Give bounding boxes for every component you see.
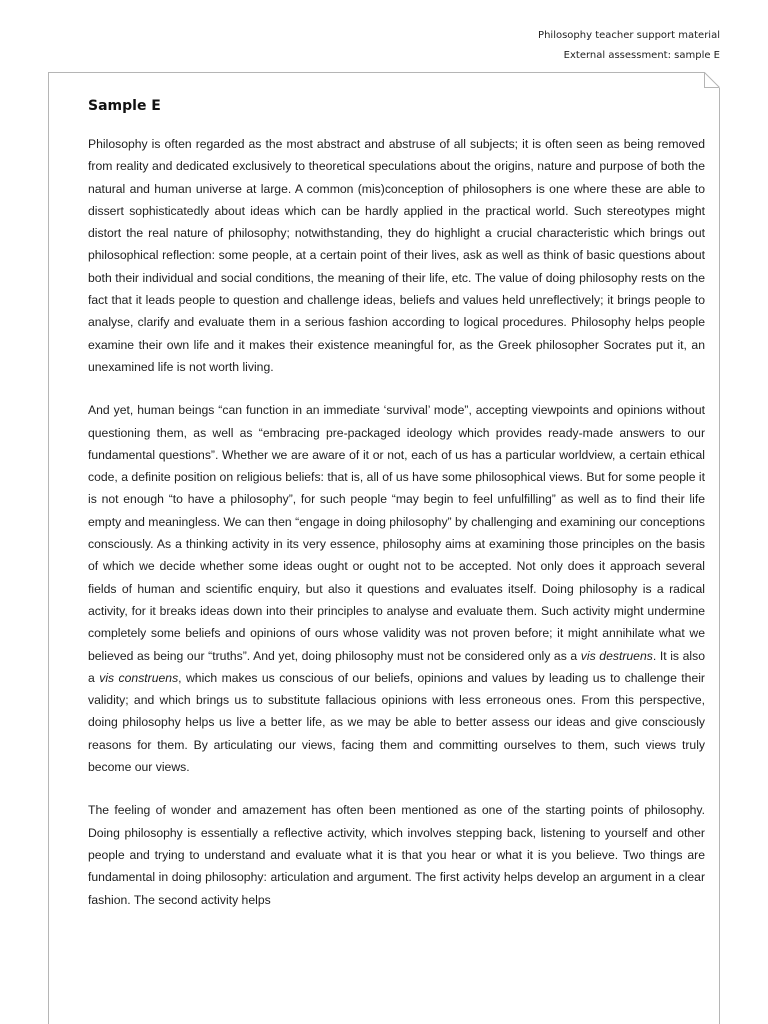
header-line-subject: Philosophy teacher support material [538, 30, 720, 41]
document-body [88, 96, 705, 932]
page-sheet [48, 72, 720, 1024]
body-paragraph-1: Philosophy is often regarded as the most abstract and abstruse of all subjects; it is often seen as being removed from reality and dedicated exclusively to theoretical speculations about the origins, nature and purpose of both the natural and human universe at large. A common (mis)conception of philosophers is one where these are able to dissert sophisticatedly about ideas which can be hardly applied in the practical world. Such stereotypes might distort the real nature of philosophy; notwithstanding, they do highlight a crucial characteristic which brings out philosophical reflection: some people, at a certain point of their lives, ask as well as think of basic questions about both their individual and social conditions, the meaning of their life, etc. The value of doing philosophy rests on the fact that it leads people to question and challenge ideas, beliefs and values held unreflectively; it brings people to analyse, clarify and evaluate them in a serious fashion according to logical procedures. Philosophy helps people examine their own life and it makes their existence meaningful for, as the Greek philosopher Socrates put it, an unexamined life is not worth living. [88, 137, 705, 374]
document-header [538, 26, 720, 66]
document-title: Sample E [88, 98, 161, 114]
body-paragraph-3: The feeling of wonder and amazement has often been mentioned as one of the starting points of philosophy. Doing philosophy is essentially a reflective activity, which involves stepping back, listening to yourself and other people and trying to understand and evaluate what it is that you hear or what it is you believe. Two things are fundamental in doing philosophy: articulation and argument. The first activity helps develop an argument in a clear fashion. The second activity helps [88, 803, 705, 907]
paragraph-2-text-b: . It is also a [88, 648, 705, 685]
italic-term-vis-construens: vis construens [99, 670, 179, 685]
header-line-assessment: External assessment: sample E [563, 50, 720, 61]
body-paragraph-2 [88, 399, 705, 778]
paragraph-2-text-a: And yet, human beings “can function in an immediate ‘survival’ mode”, accepting viewpoints and opinions without questioning them, as well as “embracing pre-packaged ideology which provides ready-made answers to our fundamental questions”. Whether we are aware of it or not, each of us has a particular worldview, a certain ethical code, a definite position on religious beliefs: that is, all of us have some philosophical views. But for some people it is not enough “to have a philosophy”, for such people “may begin to feel unfulfilling” as well as to find their life empty and meaningless. We can then “engage in doing philosophy” by challenging and examining our conceptions consciously. As a thinking activity in its very essence, philosophy aims at examining those principles on the basis of which we decide whether some ideas ought or ought not to be accepted. Not only does it approach several fields of human and scientific enquiry, but also it questions and evaluates itself. Doing philosophy is a radical activity, for it breaks ideas down into their principles to analyse and evaluate them. Such activity might undermine completely some beliefs and opinions of ours whose validity was not proven before; it might annihilate what we believed as being our “truths”. And yet, doing philosophy must not be considered only as a [88, 403, 705, 663]
page-fold-corner-icon [704, 72, 720, 88]
italic-term-vis-destruens: vis destruens [580, 648, 653, 663]
paragraph-2-text-c: , which makes us conscious of our beliefs, opinions and values by leading us to challenge their validity; and which brings us to substitute fallacious opinions with less erroneous ones. From this perspective, doing philosophy helps us live a better life, as we may be able to better assess our ideas and give consciously reasons for them. By articulating our views, facing them and committing ourselves to them, such views truly become our views. [88, 670, 705, 775]
